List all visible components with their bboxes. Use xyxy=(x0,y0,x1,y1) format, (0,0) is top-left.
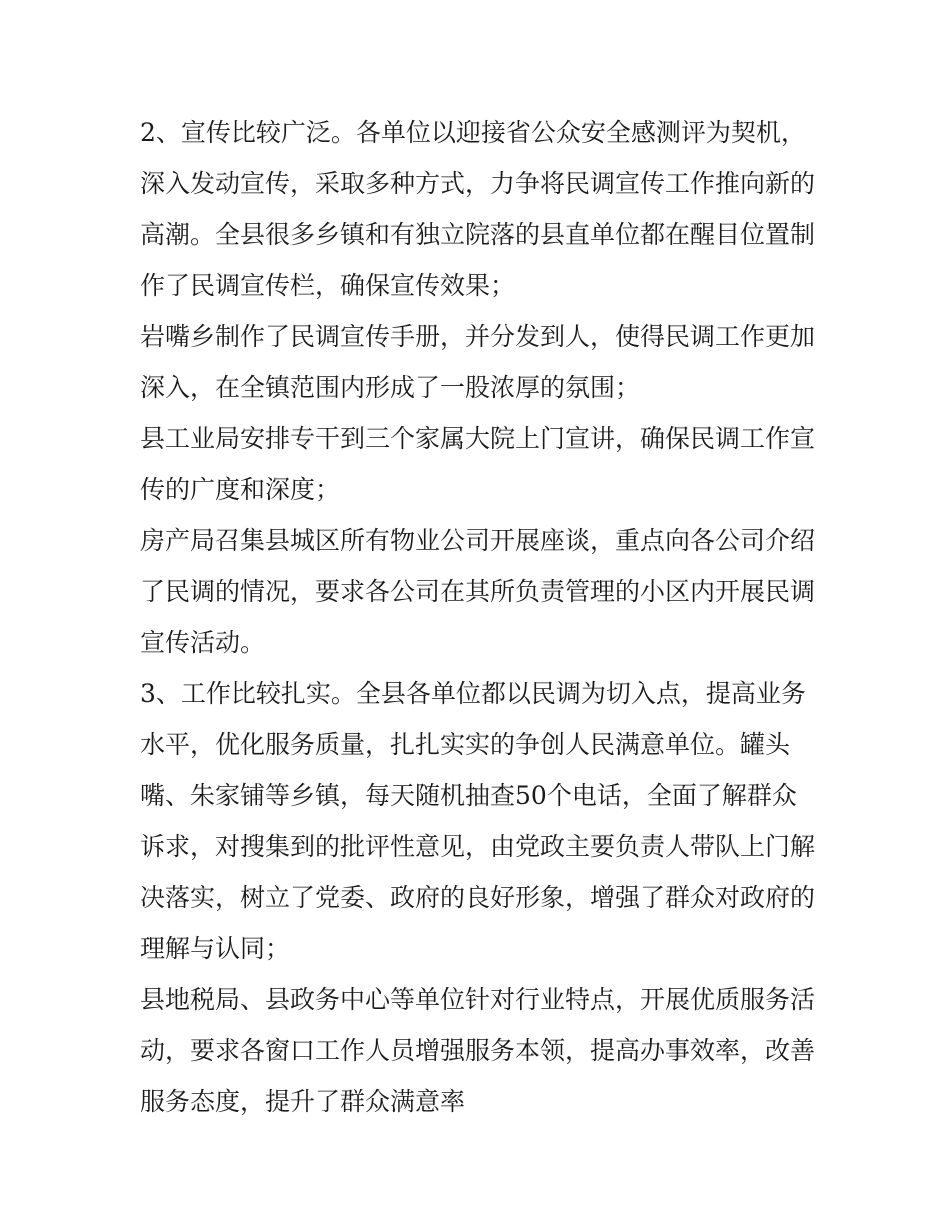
text-line: 决落实，树立了党委、政府的良好形象，增强了群众对政府的 xyxy=(140,883,816,912)
text-line: 理解与认同； xyxy=(140,934,291,963)
document-body xyxy=(140,107,820,1127)
text-line: 了民调的情况，要求各公司在其所负责管理的小区内开展民调 xyxy=(140,577,816,606)
text-line: 县工业局安排专干到三个家属大院上门宣讲，确保民调工作宣 xyxy=(140,424,816,453)
text-line: 房产局召集县城区所有物业公司开展座谈，重点向各公司介绍 xyxy=(140,526,816,555)
text-line: 作了民调宣传栏，确保宣传效果； xyxy=(140,271,516,300)
text-line: 诉求，对搜集到的批评性意见，由党政主要负责人带队上门解 xyxy=(140,832,816,861)
text-line: 岩嘴乡制作了民调宣传手册，并分发到人，使得民调工作更加 xyxy=(140,322,816,351)
text-line: 服务态度，提升了群众满意率 xyxy=(140,1087,466,1116)
text-line: 2、宣传比较广泛。各单位以迎接省公众安全感测评为契机， xyxy=(140,118,806,147)
text-line: 传的广度和深度； xyxy=(140,475,341,504)
text-line: 水平，优化服务质量，扎扎实实的争创人民满意单位。罐头 xyxy=(140,730,791,759)
text-line: 县地税局、县政务中心等单位针对行业特点，开展优质服务活 xyxy=(140,985,816,1014)
text-line: 宣传活动。 xyxy=(140,628,266,657)
text-line: 嘴、朱家铺等乡镇，每天随机抽查50个电话，全面了解群众 xyxy=(140,781,797,810)
text-line: 高潮。全县很多乡镇和有独立院落的县直单位都在醒目位置制 xyxy=(140,220,816,249)
text-line: 深入，在全镇范围内形成了一股浓厚的氛围； xyxy=(140,373,641,402)
text-line: 深入发动宣传，采取多种方式，力争将民调宣传工作推向新的 xyxy=(140,169,816,198)
text-line: 3、工作比较扎实。全县各单位都以民调为切入点，提高业务 xyxy=(140,679,806,708)
text-line: 动，要求各窗口工作人员增强服务本领，提高办事效率，改善 xyxy=(140,1036,816,1065)
